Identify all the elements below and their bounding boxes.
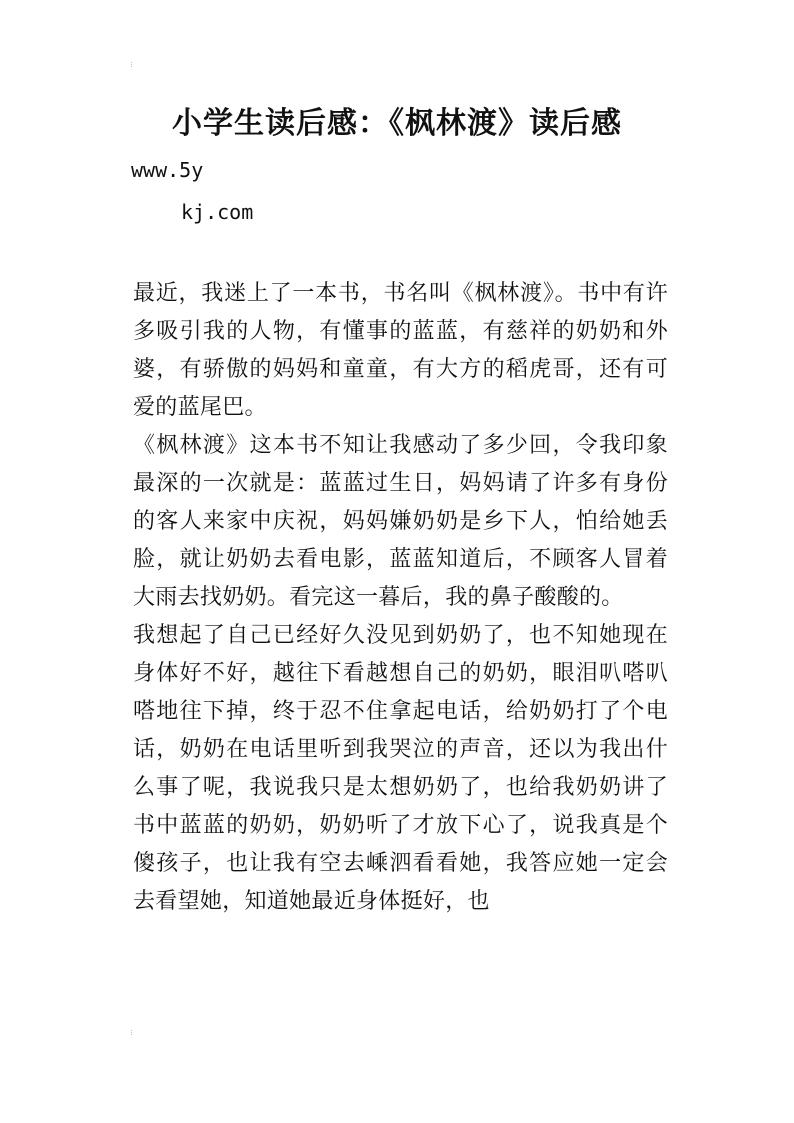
document-body [133,275,668,921]
source-url-part-2: kj.com [181,200,254,224]
page-corner-mark-bottom [131,1030,135,1035]
paragraph-3: 我想起了自己已经好久没见到奶奶了，也不知她现在身体好不好，越往下看越想自己的奶奶，眼泪叭嗒叭嗒地往下掉，终于忍不住拿起电话，给奶奶打了个电话，奶奶在电话里听到我哭泣的声音，还以为我出什么事了呢，我说我只是太想奶奶了，也给我奶奶讲了书中蓝蓝的奶奶，奶奶听了才放下心了，说我真是个傻孩子，也让我有空去嵊泗看看她，我答应她一定会去看望她，知道她最近身体挺好，也 [133,623,668,914]
page-corner-mark-top [131,62,135,67]
document-title: 小学生读后感：《枫林渡》读后感 [172,106,622,141]
paragraph-2: 《枫林渡》这本书不知让我感动了多少回，令我印象最深的一次就是：蓝蓝过生日，妈妈请了许多有身份的客人来家中庆祝，妈妈嫌奶奶是乡下人，怕给她丢脸，就让奶奶去看电影，蓝蓝知道后，不顾客人冒着大雨去找奶奶。看完这一暮后，我的鼻子酸酸的。 [133,433,668,610]
source-url-part-1: www.5y [131,158,204,182]
paragraph-1: 最近，我迷上了一本书，书名叫《枫林渡》。书中有许多吸引我的人物，有懂事的蓝蓝，有慈祥的奶奶和外婆，有骄傲的妈妈和童童，有大方的稻虎哥，还有可爱的蓝尾巴。 [133,281,668,420]
